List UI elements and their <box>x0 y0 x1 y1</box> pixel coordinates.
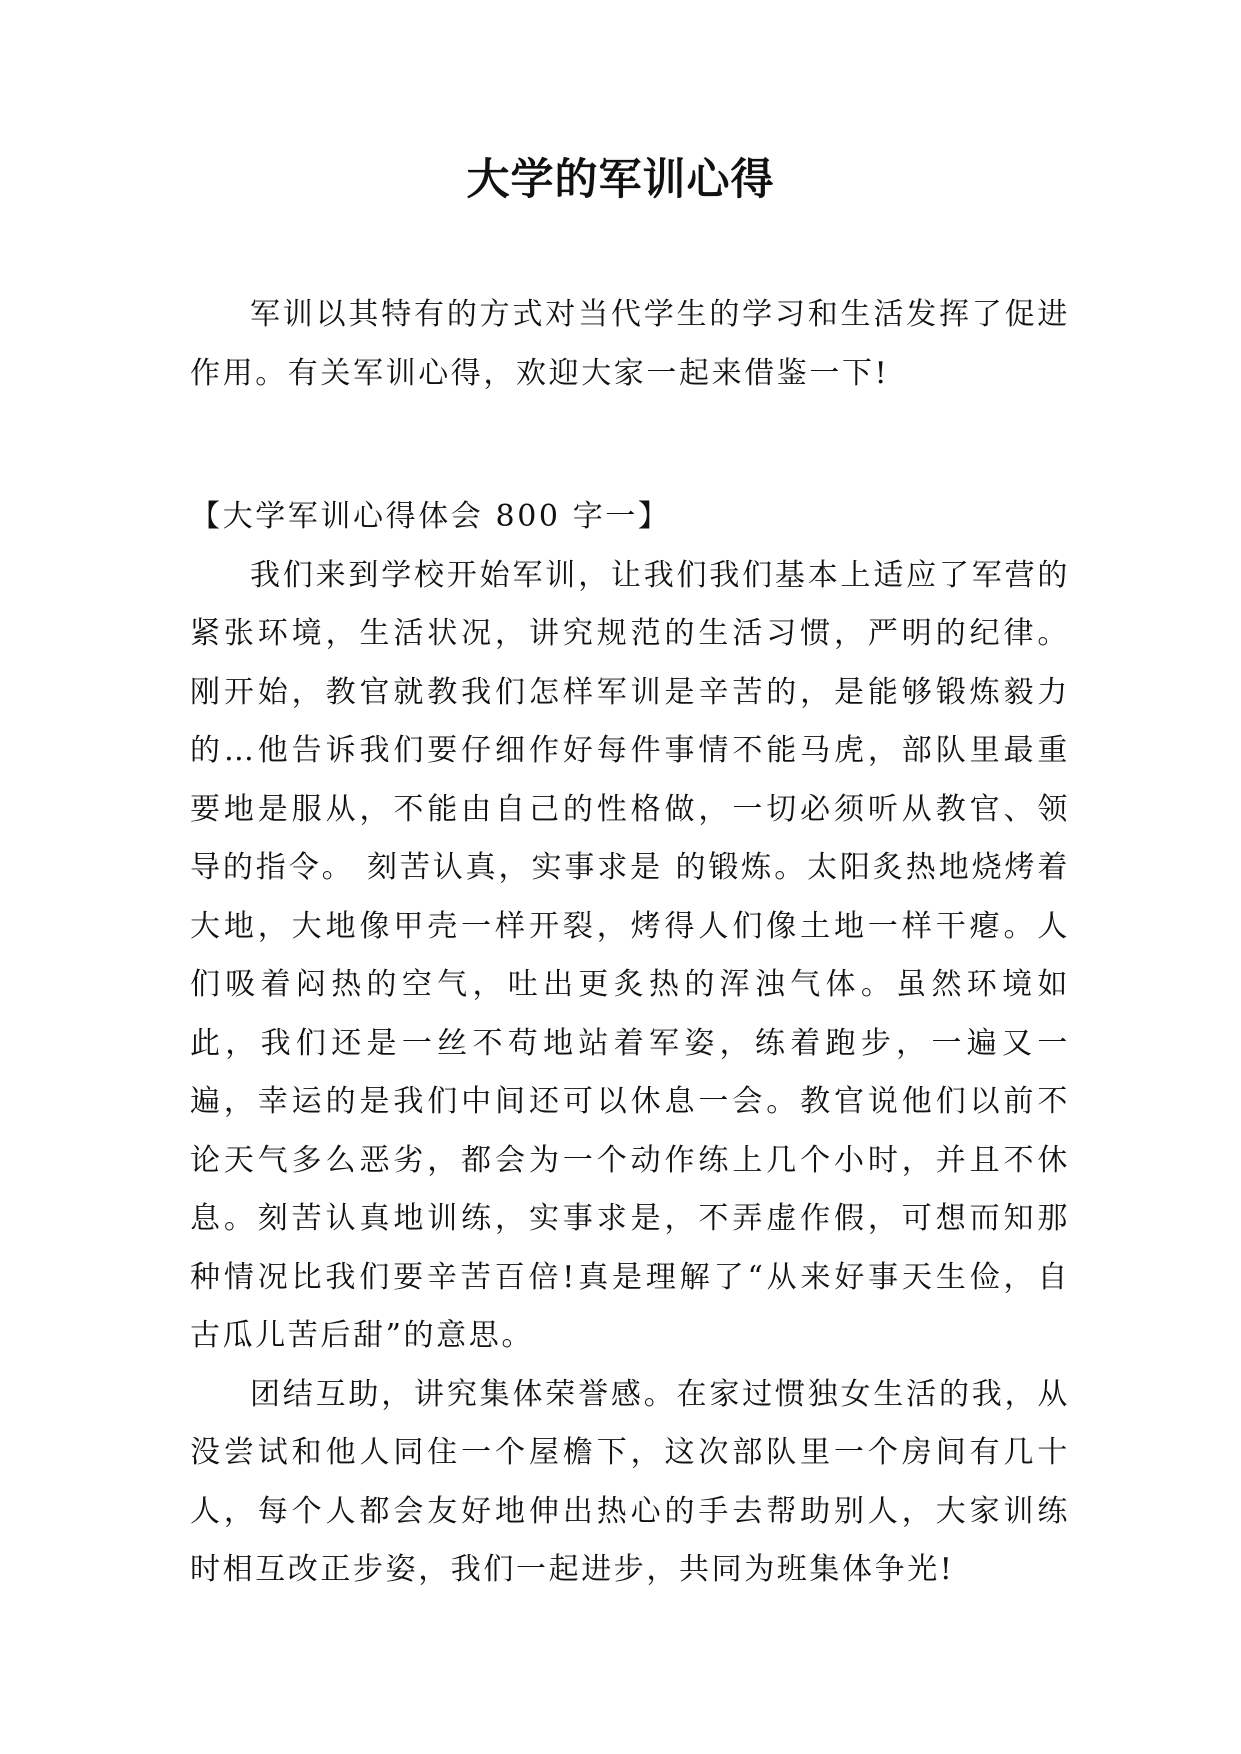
document-title: 大学的军训心得 <box>466 155 775 205</box>
intro-paragraph: 军训以其特有的方式对当代学生的学习和生活发挥了促进作用。有关军训心得，欢迎大家一起来借鉴一下! <box>190 297 1070 391</box>
body-paragraph-1: 我们来到学校开始军训，让我们我们基本上适应了军营的紧张环境，生活状况，讲究规范的生活习惯，严明的纪律。刚开始，教官就教我们怎样军训是辛苦的，是能够锻炼毅力的…他告诉我们要仔细作好每件事情不能马虎，部队里最重要地是服从，不能由自己的性格做，一切必须听从教官、领导的指令。 刻苦认真，实事求是 的锻炼。太阳炙热地烧烤着大地，大地像甲壳一样开裂，烤得人们像土地一样干瘪。人们吸着闷热的空气，吐出更炙热的浑浊气体。虽然环境如此，我们还是一丝不苟地站着军姿，练着跑步，一遍又一遍，幸运的是我们中间还可以休息一会。教官说他们以前不论天气多么恶劣，都会为一个动作练上几个小时，并且不休息。刻苦认真地训练，实事求是，不弄虚作假，可想而知那种情况比我们要辛苦百倍!真是理解了“从来好事天生俭，自古瓜儿苦后甜”的意思。 <box>190 557 1070 1353</box>
document-body <box>190 286 1070 1600</box>
section-heading: 【大学军训心得体会 800 字一】 <box>190 499 671 534</box>
body-paragraph-2: 团结互助，讲究集体荣誉感。在家过惯独女生活的我，从没尝试和他人同住一个屋檐下，这次部队里一个房间有几十人，每个人都会友好地伸出热心的手去帮助别人，大家训练时相互改正步姿，我们一起进步，共同为班集体争光! <box>190 1376 1070 1587</box>
section-spacer <box>190 403 1070 488</box>
